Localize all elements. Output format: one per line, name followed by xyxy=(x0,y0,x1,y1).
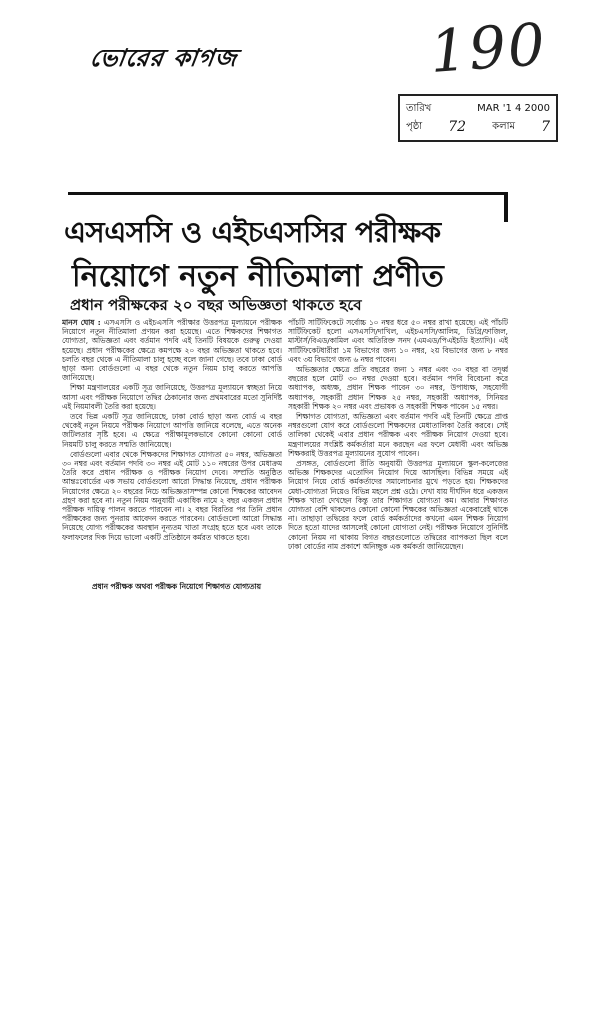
paragraph: শিক্ষাগত যোগ্যতা, অভিজ্ঞতা এবং বর্তমান পদবি এই তিনটি ক্ষেত্রে প্রাপ্ত নম্বরগুলো যোগ করে বোর্ডগুলো শিক্ষকদের মেধাতালিকা তৈরি করবে। সেই তালিকা থেকেই এবার প্রধান পরীক্ষক এবং পরীক্ষক নিয়োগ দেওয়া হবে। মন্ত্রণালয়ের সংশ্লিষ্ট কর্মকর্তারা মনে করছেন এর ফলে মেধাবী এবং অভিজ্ঞ শিক্ষকরাই উত্তরপত্র মূল্যায়নের সুযোগ পাবেন। xyxy=(288,412,508,458)
headline-line-1: এসএসসি ও এইচএসসির পরীক্ষক xyxy=(64,215,441,249)
handwritten-page-number: 190 xyxy=(427,10,549,86)
headline-line-2: নিয়োগে নতুন নীতিমালা প্রণীত xyxy=(72,259,444,294)
article-column-right xyxy=(288,318,508,598)
article-subheading: প্রধান পরীক্ষকের ২০ বছর অভিজ্ঞতা থাকতে হবে xyxy=(70,296,362,314)
stamp-column-label: কলাম xyxy=(492,121,516,132)
clipping-fold-mark xyxy=(504,192,508,222)
paragraph-text: এসএসসি ও এইচএসসি পরীক্ষার উত্তরপত্র মূল্যায়নে পরীক্ষক নিয়োগে নতুন নীতিমালা প্রণয়ন করা হয়েছে। এতে শিক্ষকদের শিক্ষাগত যোগ্যতা, অভিজ্ঞতা এবং বর্তমান পদবি এই তিনটি বিষয়কে গুরুত্ব দেওয়া হয়েছে। প্রধান পরীক্ষকের ক্ষেত্রে কমপক্ষে ২০ বছর অভিজ্ঞতা থাকতে হবে। চলতি বছর থেকে এ নীতিমালা চালু হচ্ছে বলে জানা গেছে। তবে ঢাকা বোর্ড ছাড়া অন্য বোর্ডগুলো এ বছর থেকে নতুন নিয়ম চালু করতে আপত্তি জানিয়েছে। xyxy=(62,318,282,383)
stamp-date-label: তারিখ xyxy=(406,103,432,114)
paragraph: তবে ভিন্ন একটি সূত্র জানিয়েছে, ঢাকা বোর্ড ছাড়া অন্য বোর্ড এ বছর থেকেই নতুন নিয়মে পরীক্ষক নিয়োগে আপত্তি জানিয়ে বলেছে, এতে অনেক জটিলতার সৃষ্টি হবে। এ ক্ষেত্রে পরীক্ষামূলকভাবে কোনো কোনো বোর্ড নিয়মটি চালু করতে সম্মতি জানিয়েছে। xyxy=(62,412,282,449)
paragraph: প্রসঙ্গত, বোর্ডগুলো রীতি অনুযায়ী উত্তরপত্র মূল্যায়নে স্কুল-কলেজের অভিজ্ঞ শিক্ষকদের এতোদিন নিয়োগ দিয়ে আসছিল। বিভিন্ন সময়ে এই নিয়োগ নিয়ে বোর্ড কর্মকর্তাদের সমালোচনার মুখে পড়তে হয়। শিক্ষকদের মেধা-যোগ্যতা নিয়েও বিভিন্ন মহলে প্রশ্ন ওঠে। দেখা যায় দীর্ঘদিন ধরে একজন শিক্ষক খাতা দেখছেন কিন্তু তার শিক্ষাগত যোগ্যতা কম। আবার শিক্ষাগত যোগ্যতা বেশি থাকলেও কোনো কোনো শিক্ষকের অভিজ্ঞতা একেবারেই থাকে না। তাছাড়া তদ্বিরের ফলে বোর্ড কর্মকর্তাদের কখনো এমন শিক্ষক নিয়োগ দিতে হতো যাদের আসলেই কোনো যোগ্যতা নেই। পরীক্ষক নিয়োগে সুনির্দিষ্ট কোনো নিয়ম না থাকায় বিগত বছরগুলোতে তদ্বিরের ব্যাপকতা ছিল বলে ঢাকা বোর্ডের নাম প্রকাশে অনিচ্ছুক এক কর্মকর্তা জানিয়েছেন। xyxy=(288,459,508,551)
paragraph: বোর্ডগুলো এবার থেকে শিক্ষকদের শিক্ষাগত যোগ্যতা ৫০ নম্বর, অভিজ্ঞতা ৩০ নম্বর এবং বর্তমান পদবি ৩০ নম্বর এই মোট ১১০ নম্বরের উপর মেধাক্রম তৈরি করে প্রধান পরীক্ষক ও পরীক্ষক নিয়োগ দেবে। সম্প্রতি অনুষ্ঠিত আন্তঃবোর্ডের এক সভায় বোর্ডগুলো আরো সিদ্ধান্ত নিয়েছে, প্রধান পরীক্ষক নিয়োগের ক্ষেত্রে ২০ বছরের নিচে অভিজ্ঞতাসম্পন্ন কোনো শিক্ষকের আবেদন গ্রহণ করা হবে না। নতুন নিয়ম অনুযায়ী একাধিক নামে ২ বছর একজন প্রধান পরীক্ষক দায়িত্ব পালন করতে পারবেন না। ২ বছর বিরতির পর তিনি প্রধান পরীক্ষকের জন্য পুনরায় আবেদন করতে পারবেন। বোর্ডগুলো আরো সিদ্ধান্ত নিয়েছে যোগ্য পরীক্ষকের অবস্থান নূন্যতম খাতা সংগ্রহ হতে হবে এবং তাকে ফলাফলের দিক দিয়ে ভালো একটি প্রতিষ্ঠানে কর্মরত থাকতে হবে। xyxy=(62,449,282,542)
news-clipping xyxy=(58,192,510,600)
paragraph: পাঁচটি সার্টিফিকেটে সর্বোচ্চ ১০ নম্বর ধরে ৫০ নম্বর রাখা হয়েছে। এই পাঁচটি সার্টিফিকেট হলো এসএসসি/দাখিল, এইচএসসি/আলিম, ডিগ্রি/ফাজিল, মাস্টার্স/বিএড/কামিল এবং অতিরিক্ত সনদ (এমএড/পিএইচডি ইত্যাদি)। এই সার্টিফিকেটধারীরা ১ম বিভাগের জন্য ১০ নম্বর, ২য় বিভাগের জন্য ৮ নম্বর এবং ৩য় বিভাগে জন্য ৬ নম্বর পাবেন। xyxy=(288,318,508,364)
paragraph: শিক্ষা মন্ত্রণালয়ের একটি সূত্র জানিয়েছে, উত্তরপত্র মূল্যায়নে স্বচ্ছতা নিয়ে আসা এবং পরীক্ষক নিয়োগে তদ্বির ঠেকানোর জন্য প্রথমবারের মতো সুনির্দিষ্ট এই নিয়মাবলী তৈরি করা হয়েছে। xyxy=(62,383,282,411)
stamp-page-value: 72 xyxy=(448,119,467,135)
article-column-left xyxy=(62,318,282,598)
stamp-date-value: MAR '1 4 2000 xyxy=(477,103,550,114)
paragraph: অভিজ্ঞতার ক্ষেত্রে প্রতি বছরের জন্য ১ নম্বর এবং ৩০ বছর বা তদূর্ধ্ব বছরের হলে মোট ৩০ নম্বর দেওয়া হবে। বর্তমান পদবি বিবেচনা করে অধ্যাপক, অধ্যক্ষ, প্রধান শিক্ষক পাবেন ৩০ নম্বর, উপাধ্যক্ষ, সহযোগী অধ্যাপক, সহকারী প্রধান শিক্ষক ২৫ নম্বর, সহকারী অধ্যাপক, সিনিয়র সহকারী শিক্ষক ২০ নম্বর এবং প্রভাষক ও সহকারী শিক্ষক পাবেন ১৫ নম্বর। xyxy=(288,365,508,411)
stamp-page-label: পৃষ্ঠা xyxy=(406,121,423,132)
newspaper-masthead: ভোরের কাগজ xyxy=(88,44,240,72)
article-columns xyxy=(62,318,508,598)
stamp-column-value: 7 xyxy=(541,119,550,135)
article-footer-line: প্রধান পরীক্ষক অথবা পরীক্ষক নিয়োগে শিক্ষাগত যোগ্যতায় xyxy=(92,582,261,591)
top-rule xyxy=(68,192,508,195)
date-stamp xyxy=(398,94,558,142)
stamp-date-row xyxy=(406,100,550,118)
paragraph xyxy=(62,318,282,382)
stamp-page-row xyxy=(406,118,550,136)
byline: মানস ঘোষ : xyxy=(62,318,101,327)
